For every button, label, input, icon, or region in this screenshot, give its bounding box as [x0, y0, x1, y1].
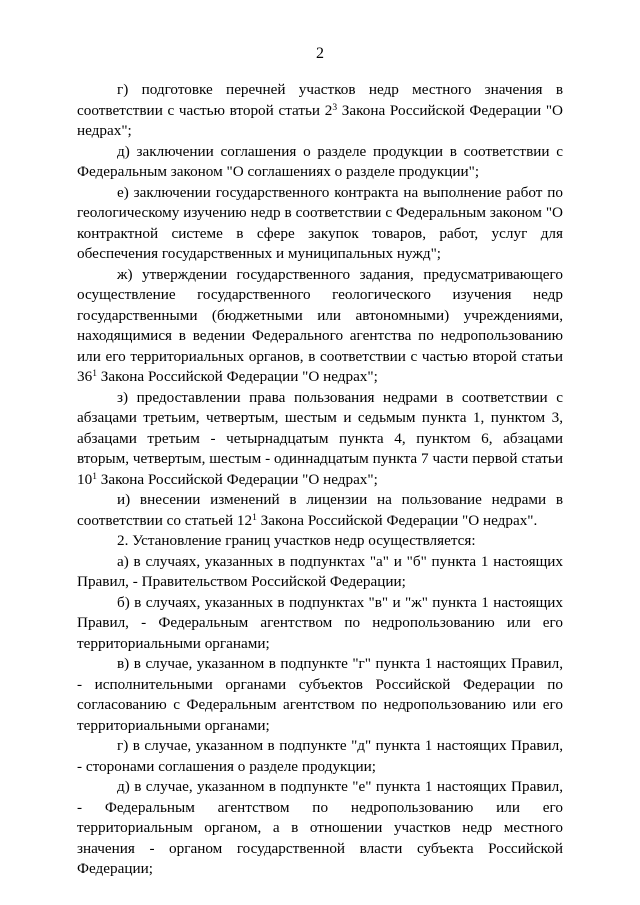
- text-run: в) в случае, указанном в подпункте "г" пункта 1 настоящих Правил, - исполнительными органами субъектов Российской Федерации по согласованию с Федеральным агентством по недропользованию или его территориальными органами;: [77, 655, 563, 734]
- text-run: з) предоставлении права пользования недрами в соответствии с абзацами третьим, четвертым, шестым и седьмым пункта 1, пунктом 3, абзацами третьим - четырнадцатым пункта 4, пунктом 6, абзацами вторым, четвертым, шестым - одиннадцатым пункта 7 части первой статьи 10: [77, 388, 563, 488]
- text-run: 2. Установление границ участков недр осуществляется:: [117, 532, 476, 549]
- superscript: 1: [92, 369, 97, 379]
- paragraph: [77, 531, 563, 552]
- paragraph: [77, 265, 563, 388]
- superscript: 1: [252, 512, 257, 523]
- text-run: б) в случаях, указанных в подпунктах "в" и "ж" пункта 1 настоящих Правил, - Федеральным агентством по недропользованию или его территориальными органами;: [77, 593, 563, 652]
- paragraph: [77, 593, 563, 655]
- paragraph: [77, 736, 563, 777]
- paragraph: [77, 490, 563, 531]
- page-number: 2: [316, 45, 324, 62]
- paragraph: [77, 552, 563, 593]
- text-run: а) в случаях, указанных в подпунктах "а" и "б" пункта 1 настоящих Правил, - Правительством Российской Федерации;: [77, 552, 563, 590]
- paragraph: [77, 388, 563, 491]
- text-run: д) в случае, указанном в подпункте "е" пункта 1 настоящих Правил, - Федеральным агентством по недропользованию или его территориальным органом, а в отношении участков недр местного значения - органом государственной власти субъекта Российской Федерации;: [77, 778, 563, 877]
- paragraph: [77, 654, 563, 736]
- superscript: 3: [332, 102, 338, 113]
- text-run: ж) утверждении государственного задания, предусматривающего осуществление государственного геологического изучения недр государственными (бюджетными или автономными) учреждениями, находящимися в ведении Федерального агентства по недропользованию или его территориальных органов, в соответствии с частью второй статьи 36: [77, 265, 563, 385]
- text-run: и) внесении изменений в лицензии на пользование недрами в соответствии со статьей 12: [77, 491, 563, 529]
- text-run: Закона Российской Федерации "О недрах";: [96, 368, 378, 385]
- paragraph: [77, 142, 563, 183]
- text-run: Закона Российской Федерации "О недрах";: [96, 470, 378, 488]
- document-body: [77, 80, 563, 880]
- text-run: е) заключении государственного контракта на выполнение работ по геологическому изучению недр в соответствии с Федеральным законом "О контрактной системе в сфере закупок товаров, работ, услуг для обеспечения государственных и муниципальных нужд";: [77, 183, 563, 262]
- superscript: 1: [92, 471, 97, 482]
- paragraph: [77, 80, 563, 142]
- paragraph: [77, 777, 563, 880]
- text-run: Закона Российской Федерации "О недрах".: [256, 511, 538, 529]
- text-run: д) заключении соглашения о разделе продукции в соответствии с Федеральным законом "О соглашениях о разделе продукции";: [77, 142, 563, 180]
- text-run: Закона Российской Федерации "О недрах";: [77, 101, 563, 139]
- text-run: г) подготовке перечней участков недр местного значения в соответствии с частью второй статьи 2: [77, 81, 563, 119]
- paragraph: [77, 183, 563, 265]
- text-run: г) в случае, указанном в подпункте "д" пункта 1 настоящих Правил, - сторонами соглашения о разделе продукции;: [77, 737, 563, 775]
